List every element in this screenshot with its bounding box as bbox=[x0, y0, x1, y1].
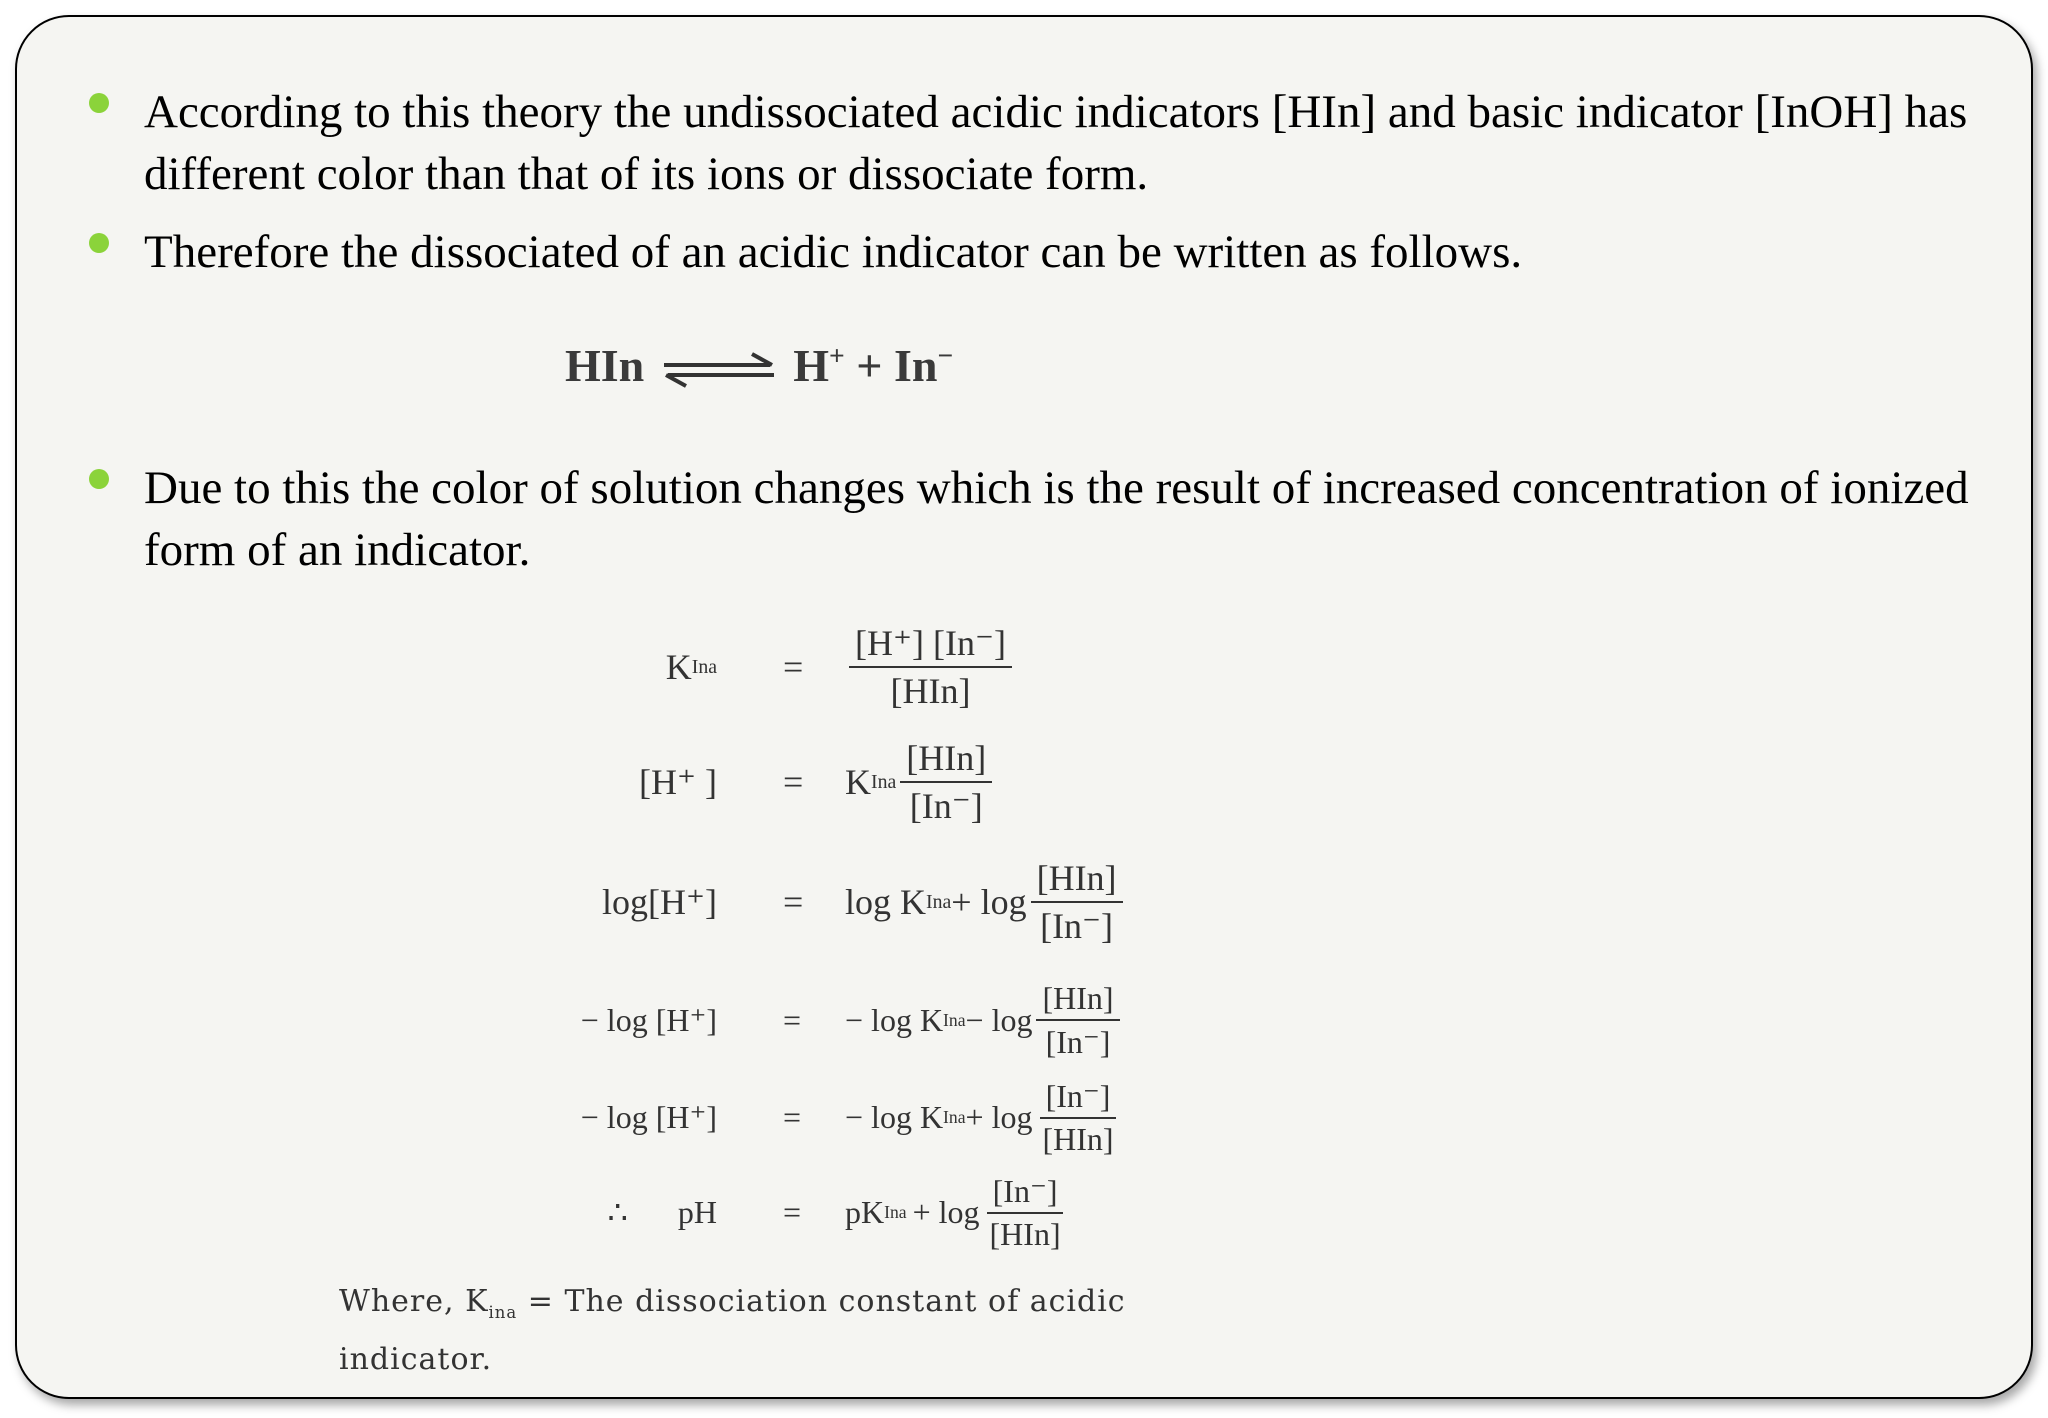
denominator: [In⁻] bbox=[1040, 906, 1114, 946]
k-symbol: K bbox=[845, 762, 871, 802]
equation-lhs: K Ina bbox=[665, 647, 717, 687]
log-k-term: − log K bbox=[845, 1001, 944, 1038]
plus-sign: + bbox=[856, 340, 883, 391]
equation-row bbox=[17, 737, 2017, 827]
fraction bbox=[849, 622, 1012, 712]
equation-row bbox=[17, 1167, 2017, 1257]
equals-sign: = bbox=[783, 1193, 802, 1230]
equation-rhs bbox=[845, 622, 1016, 712]
equals-sign: = bbox=[783, 647, 804, 687]
definition-note bbox=[339, 1273, 1439, 1389]
equals-sign: = bbox=[783, 762, 804, 802]
bullet-dot-icon bbox=[89, 93, 109, 113]
bullet-text: According to this theory the undissociated acidic indicators [HIn] and basic indicator [InOH] has different color than that of its ions or dissociate form. bbox=[144, 86, 1968, 200]
bullet-text: Due to this the color of solution changes which is the result of increased concentration of ionized form of an indicator. bbox=[144, 462, 1969, 576]
product-h: H bbox=[793, 340, 830, 391]
log-term: + log bbox=[912, 1193, 980, 1230]
definition-line bbox=[339, 1273, 1439, 1331]
equation-lhs: log[H⁺] bbox=[602, 882, 717, 922]
equation-rhs: − log K Ina + log $\frac{[In^-]}{\text{[HIn]}}$ bbox=[845, 1072, 1124, 1162]
fraction bbox=[1036, 1077, 1119, 1158]
log-k-term: log K bbox=[845, 882, 926, 922]
therefore-symbol: ∴ bbox=[607, 1194, 628, 1230]
equation-row bbox=[17, 1072, 2017, 1162]
equals-sign: = bbox=[783, 1001, 802, 1038]
bullet-text: Therefore the dissociated of an acidic indicator can be written as follows. bbox=[144, 226, 1523, 278]
equation-rhs: − log K Ina − log $\frac{\text{[HIn]}}{[In^-]}$ bbox=[845, 975, 1124, 1065]
fraction bbox=[1031, 857, 1123, 947]
numerator: [HIn] bbox=[1036, 980, 1119, 1021]
bullet-dot-icon bbox=[89, 469, 109, 489]
fraction bbox=[984, 1172, 1067, 1253]
equation-rhs: log K Ina + log $\frac{\text{[HIn]}}{[In^-]}$ bbox=[845, 857, 1127, 947]
equation-row bbox=[17, 857, 2017, 947]
equals-sign: = bbox=[783, 882, 804, 922]
pk-term: pK bbox=[845, 1193, 885, 1230]
ph-symbol: pH bbox=[677, 1193, 717, 1230]
log-term: + log bbox=[951, 882, 1027, 922]
equation-lhs: − log [H⁺] bbox=[580, 1002, 717, 1038]
product-in: In bbox=[894, 340, 938, 391]
equation-lhs: − log [H⁺] bbox=[580, 1099, 717, 1135]
equation-row bbox=[17, 975, 2017, 1065]
bullet-dot-icon bbox=[89, 233, 109, 253]
definition-line-2: indicator. bbox=[339, 1342, 493, 1377]
numerator: [HIn] bbox=[900, 737, 992, 783]
product-in-charge: − bbox=[937, 339, 954, 371]
equation-row bbox=[17, 622, 2017, 712]
denominator: [HIn] bbox=[1042, 1120, 1114, 1157]
definition-prefix: Where, K bbox=[339, 1284, 489, 1319]
dissociation-reaction bbox=[565, 339, 953, 392]
denominator: [In⁻] bbox=[909, 786, 983, 826]
fraction bbox=[900, 737, 992, 827]
equation-rhs: K Ina $\frac{\text{[HIn]}}{[In^-]}$ bbox=[845, 737, 996, 827]
numerator: [H⁺] [In⁻] bbox=[849, 622, 1012, 668]
definition-text: = The dissociation constant of acidic bbox=[517, 1284, 1126, 1319]
equals-sign: = bbox=[783, 1098, 802, 1135]
product-h-charge: + bbox=[829, 339, 845, 371]
fraction bbox=[1036, 980, 1119, 1061]
k-symbol: K bbox=[665, 647, 692, 687]
equation-rhs: pK Ina + log $\frac{[In^-]}{\text{[HIn]}}$ bbox=[845, 1167, 1071, 1257]
slide bbox=[15, 15, 2033, 1399]
log-k-term: − log K bbox=[845, 1098, 944, 1135]
equation-lhs bbox=[608, 1167, 717, 1257]
numerator: [HIn] bbox=[1031, 857, 1123, 903]
k-subscript: ina bbox=[488, 1303, 518, 1322]
equilibrium-arrows-icon bbox=[660, 350, 778, 390]
reactant: HIn bbox=[565, 340, 645, 391]
equation-lhs: [H⁺ ] bbox=[639, 762, 717, 802]
log-term: + log bbox=[965, 1098, 1033, 1135]
log-term: − log bbox=[965, 1001, 1033, 1038]
denominator: [HIn] bbox=[890, 671, 971, 711]
denominator: [HIn] bbox=[989, 1215, 1061, 1252]
denominator: [In⁻] bbox=[1045, 1023, 1111, 1060]
numerator: [In⁻] bbox=[987, 1172, 1064, 1214]
numerator: [In⁻] bbox=[1040, 1077, 1117, 1119]
